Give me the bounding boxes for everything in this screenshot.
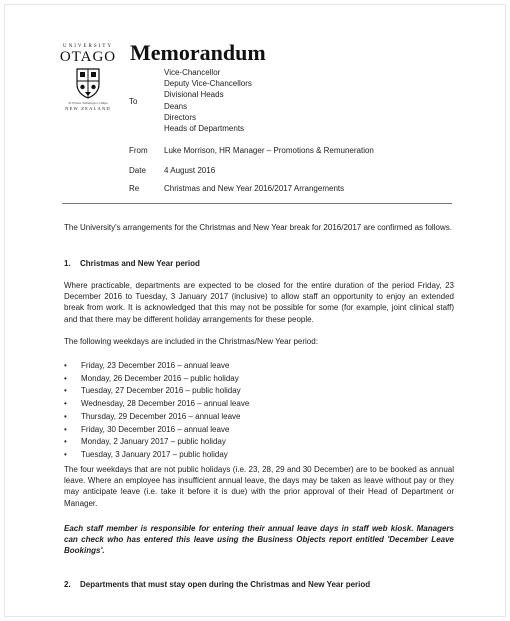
list-item: • Friday, 23 December 2016 – annual leave	[64, 360, 249, 373]
closure-text: Where practicable, departments are expected to be closed for the entire duration of the period Friday, 23 December 2016 to Tuesday, 3 January 2017 (inclusive) to allow staff an opportunity to enjoy an extended break from work. It is acknowledged that this may not be possible for some (for example, joint clinical staff) and that there may be different holiday arrangements for these people.	[64, 281, 454, 324]
date-label: Date	[129, 166, 146, 175]
to-recipient: Deputy Vice-Chancellors	[164, 79, 252, 89]
section-1-number: 1.	[64, 259, 71, 268]
list-item: • Monday, 2 January 2017 – public holiday	[64, 436, 249, 449]
date-value: 4 August 2016	[164, 166, 216, 175]
university-logo	[52, 44, 124, 111]
from-value: Luke Morrison, HR Manager – Promotions & Remuneration	[164, 146, 374, 155]
header-divider	[62, 203, 452, 204]
paragraph-kiosk	[64, 523, 454, 557]
re-label: Re	[129, 184, 140, 193]
re-value: Christmas and New Year 2016/2017 Arrangements	[164, 184, 345, 193]
weekday-list	[64, 360, 249, 462]
logo-country-text: NEW ZEALAND	[65, 106, 111, 111]
to-recipient: Deans	[164, 101, 188, 111]
logo-name-text: OTAGO	[59, 49, 117, 65]
to-recipients	[164, 67, 252, 134]
to-recipient: Vice-Chancellor	[164, 68, 221, 77]
logo-motto-text: Te Whare Wānanga o Otāgo	[68, 101, 108, 105]
paragraph-closure	[64, 280, 454, 325]
to-recipient: Divisional Heads	[164, 90, 224, 100]
weekdays-intro-text: The following weekdays are included in the Christmas/New Year period:	[64, 337, 318, 346]
list-item: • Monday, 26 December 2016 – public holiday	[64, 373, 249, 386]
paragraph-weekdays-intro	[64, 336, 454, 347]
kiosk-text: Each staff member is responsible for entering their annual leave days in staff web kiosk. Managers can check who has entered this leave using the Business Objects report entitled 'December Leave Bookings'.	[64, 524, 454, 556]
logo-university-text: UNIVERSITY	[63, 44, 113, 49]
section-1-heading	[64, 259, 200, 268]
section-2-heading	[64, 580, 370, 589]
annual-leave-text: The four weekdays that are not public holidays (i.e. 23, 28, 29 and 30 December) are to be booked as annual leave. Where an employee has insufficient annual leave, the days may be taken as leave without pay or they may anticipate leave (i.e. take it before it is due) with the prior approval of their Head of Department or Manager.	[64, 465, 454, 508]
from-label: From	[129, 146, 148, 155]
list-item: • Friday, 30 December 2016 – annual leave	[64, 424, 249, 437]
paragraph-annual-leave	[64, 464, 454, 509]
list-item: • Tuesday, 3 January 2017 – public holiday	[64, 449, 249, 462]
list-item: • Wednesday, 28 December 2016 – annual leave	[64, 398, 249, 411]
intro-paragraph	[64, 222, 454, 233]
intro-text: The University's arrangements for the Christmas and New Year break for 2016/2017 are confirmed as follows.	[64, 223, 452, 232]
crest-icon	[75, 67, 101, 99]
to-recipient: Directors	[164, 112, 197, 122]
to-recipient: Heads of Departments	[164, 124, 245, 134]
section-2-number: 2.	[64, 580, 71, 589]
list-item: • Tuesday, 27 December 2016 – public holiday	[64, 385, 249, 398]
section-2-title: Departments that must stay open during the Christmas and New Year period	[80, 580, 371, 589]
to-label: To	[129, 97, 138, 106]
memo-title: Memorandum	[130, 40, 266, 65]
list-item: • Thursday, 29 December 2016 – annual leave	[64, 411, 249, 424]
section-1-title: Christmas and New Year period	[80, 259, 200, 268]
